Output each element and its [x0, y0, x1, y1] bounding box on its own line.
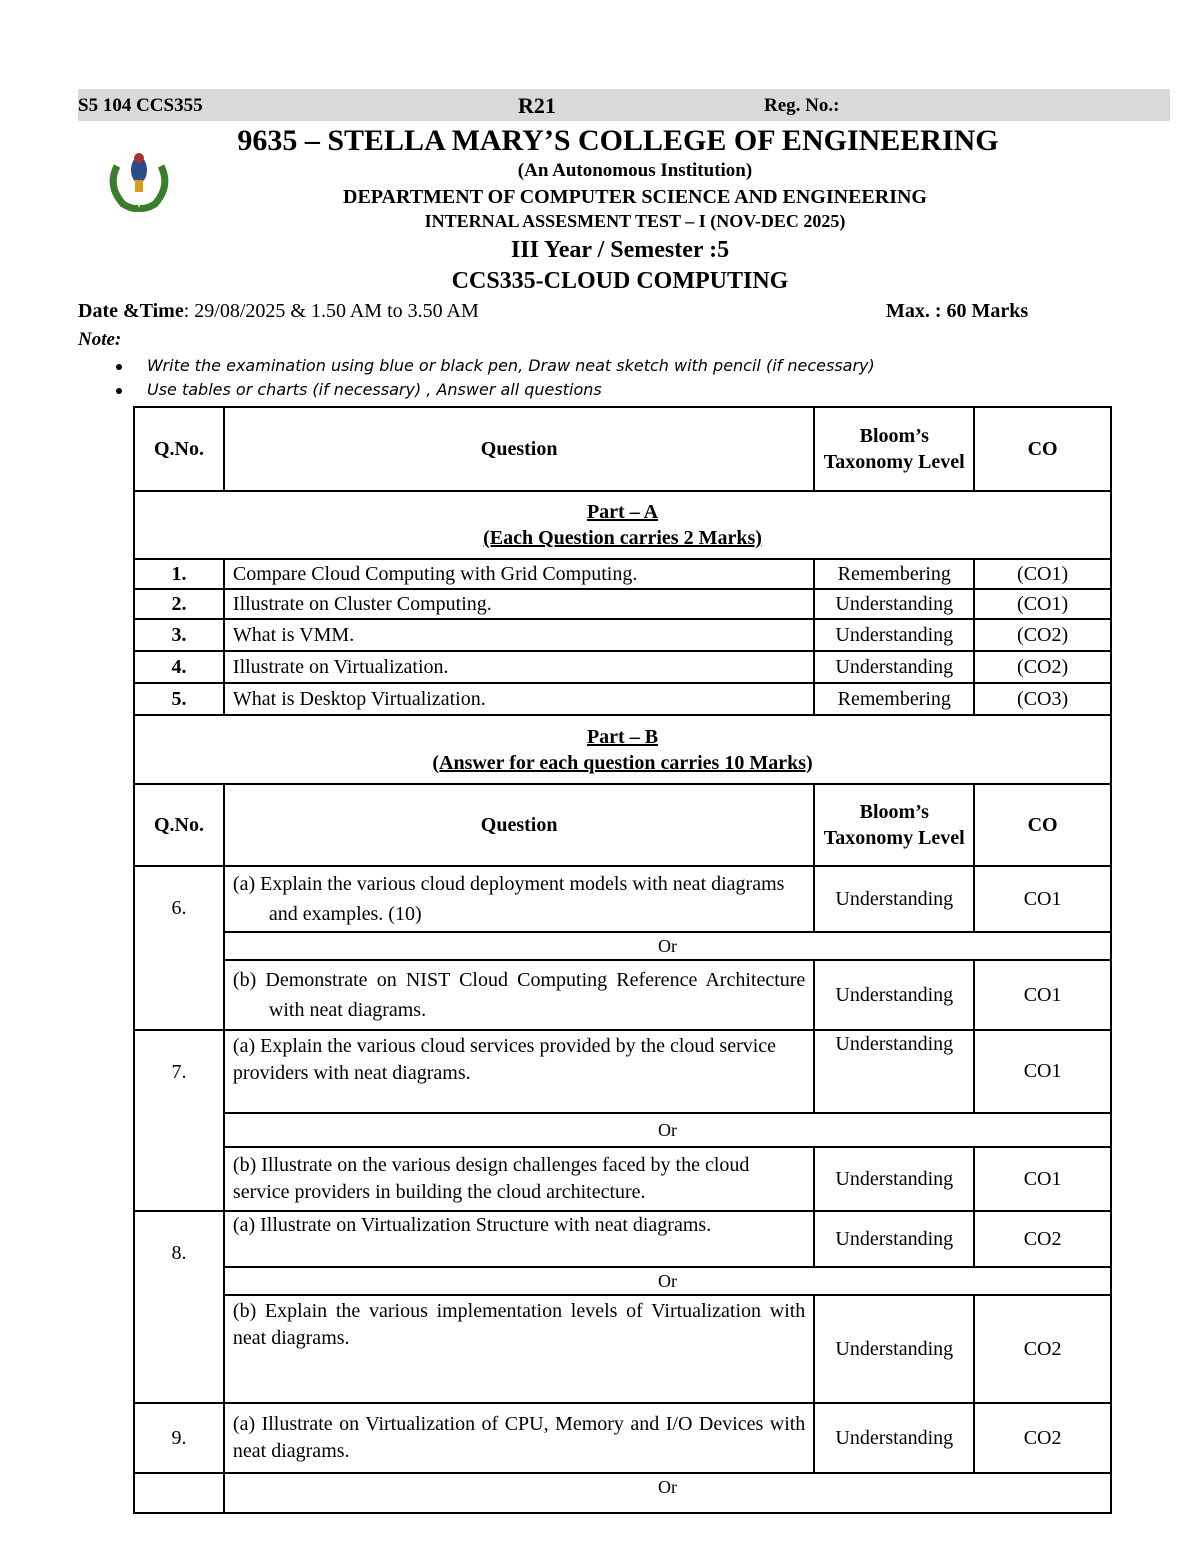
part-a-heading [134, 491, 1111, 559]
table-header-row [134, 407, 1111, 491]
table-cell: Understanding [814, 1147, 974, 1211]
table-cell: Illustrate on Cluster Computing. [224, 589, 814, 619]
reg-no-label: Reg. No.: [764, 95, 840, 116]
table-cell: (CO1) [974, 559, 1111, 589]
table-cell: 1. [134, 559, 224, 589]
or-row [134, 1267, 1111, 1295]
table-cell: CO1 [974, 866, 1111, 932]
table-cell: (CO1) [974, 589, 1111, 619]
table-row [134, 1295, 1111, 1403]
year-semester: III Year / Semester :5 [510, 237, 730, 263]
table-cell: CO2 [974, 1403, 1111, 1473]
table-cell: Understanding [814, 960, 974, 1030]
table-cell: (a) Illustrate on Virtualization of CPU, Memory and I/O Devices with neat diagrams. [224, 1403, 814, 1473]
table-cell [134, 1473, 224, 1513]
table-cell: Or [224, 932, 1111, 960]
table-row [134, 1211, 1111, 1267]
table-row [134, 683, 1111, 715]
table-cell: What is Desktop Virtualization. [224, 683, 814, 715]
table-row [134, 1403, 1111, 1473]
table-cell: Understanding [814, 866, 974, 932]
date-time: Date &Time: 29/08/2025 & 1.50 AM to 3.50 AM [78, 300, 479, 322]
table-row [134, 619, 1111, 651]
table-cell: Question [224, 784, 814, 866]
header-bar [78, 89, 1170, 121]
table-cell: Compare Cloud Computing with Grid Computing. [224, 559, 814, 589]
table-cell: CO2 [974, 1211, 1111, 1267]
table-cell: 4. [134, 651, 224, 683]
header-bloom: Bloom’s Taxonomy Level [814, 407, 974, 491]
table-cell: CO1 [974, 960, 1111, 1030]
header-qno: Q.No. [134, 407, 224, 491]
table-cell: 3. [134, 619, 224, 651]
note-item: Use tables or charts (if necessary) , Answer all questions [116, 380, 602, 399]
table-cell: Remembering [814, 683, 974, 715]
table-cell: (b) Explain the various implementation levels of Virtualization with neat diagrams. [224, 1295, 814, 1403]
header-co: CO [974, 407, 1111, 491]
table-cell: Understanding [814, 1211, 974, 1267]
part-b-heading [134, 715, 1111, 784]
table-cell: Understanding [814, 1295, 974, 1403]
table-row [134, 960, 1111, 1030]
regulation: R21 [518, 93, 556, 118]
part-a-title: Part – A [586, 501, 659, 523]
table-cell: Remembering [814, 559, 974, 589]
table-cell: (a) Explain the various cloud services provided by the cloud service providers with neat diagrams. [224, 1030, 814, 1113]
table-cell: CO1 [974, 1147, 1111, 1211]
part-b-title: Part – B [586, 725, 659, 748]
table-cell: 2. [134, 589, 224, 619]
table-cell [134, 715, 1111, 784]
table-row [134, 651, 1111, 683]
table-cell: Bloom’s Taxonomy Level [814, 784, 974, 866]
table-cell: CO [974, 784, 1111, 866]
part-a-subtitle: (Each Question carries 2 Marks) [483, 527, 762, 549]
table-cell: CO1 [974, 1030, 1111, 1113]
course-code: S5 104 CCS355 [78, 95, 203, 116]
note-label: Note: [78, 329, 122, 350]
table-cell: (CO2) [974, 619, 1111, 651]
table-cell: 8. [134, 1211, 224, 1403]
question-table [133, 406, 1112, 1514]
table-cell: Q.No. [134, 784, 224, 866]
table-cell: Understanding [814, 589, 974, 619]
table-cell: CO2 [974, 1295, 1111, 1403]
college-name: 9635 – STELLA MARY’S COLLEGE OF ENGINEERING [237, 124, 999, 157]
table-cell: Illustrate on Virtualization. [224, 651, 814, 683]
table-cell: 7. [134, 1030, 224, 1211]
part-b-header-row [134, 784, 1111, 866]
note-item: Write the examination using blue or black pen, Draw neat sketch with pencil (if necessary) [116, 356, 875, 375]
table-cell: (a) Explain the various cloud deployment models with neat diagrams and examples. (10) [224, 866, 814, 932]
table-cell: (b) Demonstrate on NIST Cloud Computing Reference Architecture with neat diagrams. [224, 960, 814, 1030]
table-cell [134, 491, 1111, 559]
autonomous-label: (An Autonomous Institution) [517, 160, 753, 181]
part-b-subtitle: (Answer for each question carries 10 Marks) [432, 751, 813, 774]
table-cell: Understanding [814, 1030, 974, 1113]
table-row [134, 559, 1111, 589]
table-row [134, 1030, 1111, 1113]
table-cell: (CO3) [974, 683, 1111, 715]
table-cell: 6. [134, 866, 224, 1030]
or-row [134, 932, 1111, 960]
table-cell: What is VMM. [224, 619, 814, 651]
table-row [134, 589, 1111, 619]
table-row [134, 1147, 1111, 1211]
table-cell: (CO2) [974, 651, 1111, 683]
table-cell: 9. [134, 1403, 224, 1473]
table-cell: (b) Illustrate on the various design challenges faced by the cloud service providers in building the cloud architecture. [224, 1147, 814, 1211]
table-cell: Understanding [814, 651, 974, 683]
course-title: CCS335-CLOUD COMPUTING [451, 268, 789, 294]
table-cell: Or [224, 1113, 1111, 1147]
table-cell: Understanding [814, 619, 974, 651]
table-cell: (a) Illustrate on Virtualization Structure with neat diagrams. [224, 1211, 814, 1267]
table-cell: 5. [134, 683, 224, 715]
table-row [134, 866, 1111, 932]
table-cell: Or [224, 1473, 1111, 1513]
or-row [134, 1113, 1111, 1147]
test-name: INTERNAL ASSESMENT TEST – I (NOV-DEC 2025) [424, 211, 846, 231]
header-question: Question [224, 407, 814, 491]
department: DEPARTMENT OF COMPUTER SCIENCE AND ENGINEERING [343, 186, 927, 208]
max-marks: Max. : 60 Marks [886, 300, 1029, 322]
table-cell: Understanding [814, 1403, 974, 1473]
or-row [134, 1473, 1111, 1513]
table-cell: Or [224, 1267, 1111, 1295]
